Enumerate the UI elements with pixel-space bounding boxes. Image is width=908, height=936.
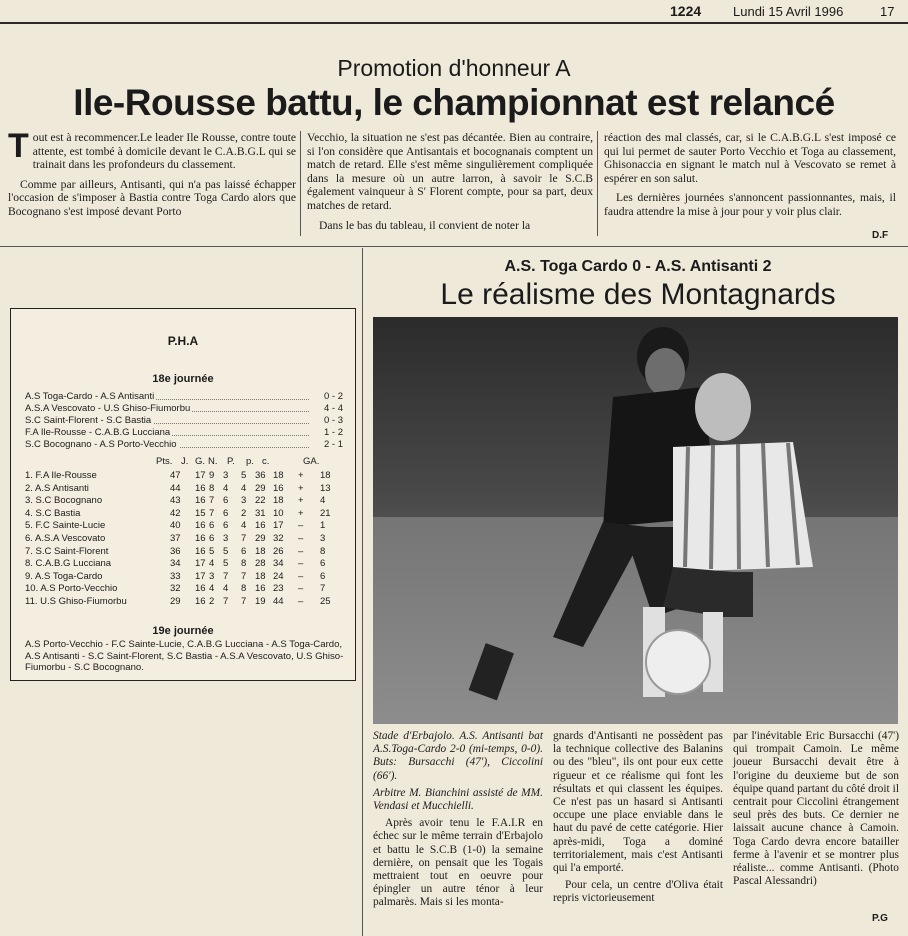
played: 16 — [195, 596, 206, 607]
match-article-col1 — [373, 730, 543, 914]
drawn: 6 — [223, 507, 229, 519]
goals-for: 29 — [255, 482, 266, 494]
goals-against: 34 — [273, 558, 284, 570]
lost: 7 — [241, 596, 247, 607]
goals-against: 16 — [273, 482, 284, 494]
lost: 4 — [241, 520, 247, 532]
goal-average-sign: – — [298, 558, 304, 570]
goals-against: 26 — [273, 545, 284, 557]
table-row — [25, 470, 343, 481]
result-match: A.S.A Vescovato - U.S Ghiso-Fiumorbu — [25, 403, 191, 414]
paragraph: gnards d'Antisanti ne possèdent pas la technique collective des Balanins ou des "bleu", ils ont pour eux cette rigueur et ce réalisme qui font les résultats et qui classent les équipes. Ce n'est pas un hasard si Antisanti occupe une place enviable dans le haut du pavé de cette catégorie. Hier après-midi, Toga a dominé territorialement, mais c'est Antisanti qui l'a emporté. — [553, 730, 723, 875]
result-score: 1 - 2 — [323, 427, 343, 438]
played: 16 — [195, 495, 206, 507]
col-header: GA. — [303, 456, 320, 467]
team-name: 7. S.C Saint-Florent — [25, 545, 109, 557]
paragraph: Pour cela, un centre d'Oliva était repris victorieusement — [553, 879, 723, 905]
football-players-photo — [373, 317, 898, 724]
table-row — [25, 495, 343, 506]
result-score: 2 - 1 — [323, 439, 343, 450]
drawn: 6 — [223, 495, 229, 507]
points: 34 — [170, 558, 181, 570]
paragraph: Vecchio, la situation ne s'est pas décantée. Bien au contraire, si l'on considère que Antisantais et bocognanais comptent un match de retard. Elle s'est même singulièrement compliquée dans la mesure où un autre larron, à savoir le S.C.B également vainqueur à S' Florent compte, pour sa part, deux matches de retard. — [307, 131, 593, 212]
match-article-col2 — [553, 730, 723, 910]
goals-against: 44 — [273, 596, 284, 607]
col-header: J. — [181, 456, 189, 467]
table-row — [25, 583, 343, 594]
lost: 2 — [241, 507, 247, 519]
top-article-col3 — [604, 131, 896, 225]
played: 16 — [195, 533, 206, 544]
drawn: 4 — [223, 482, 229, 494]
points: 40 — [170, 520, 181, 532]
points: 36 — [170, 545, 181, 557]
paragraph: Comme par ailleurs, Antisanti, qui n'a pas laissé échapper l'occasion de s'imposer à Bastia contre Toga Cardo alors que Bocognano s'est imposé devant Porto — [8, 177, 296, 218]
goal-average: 1 — [320, 520, 326, 532]
col-header: G. — [195, 456, 206, 467]
col-header: Pts. — [156, 456, 173, 467]
drawn: 3 — [223, 533, 229, 544]
played: 16 — [195, 482, 206, 494]
table-row — [25, 596, 343, 607]
goals-against: 18 — [273, 470, 284, 481]
round19-fixtures: A.S Porto-Vecchio - F.C Sainte-Lucie, C.A.B.G Lucciana - A.S Toga-Cardo, A.S Antisanti - S.C Saint-Florent, S.C Bastia - A.S.A Vescovato, U.S Ghiso-Fiumorbu - S.C Bocognano. — [25, 639, 344, 673]
table-row — [25, 546, 343, 557]
played: 17 — [195, 558, 206, 570]
result-match: S.C Saint-Florent - S.C Bastia — [25, 415, 152, 426]
col-header: c. — [262, 456, 270, 467]
result-row — [25, 415, 343, 426]
lost: 4 — [241, 482, 247, 494]
table-row — [25, 571, 343, 582]
paragraph: out est à recommencer.Le leader Ile Rousse, contre toute attente, est tombé à domicile devant le C.A.B.G.L qui se trainait dans les profondeurs du classement. — [32, 131, 296, 172]
won: 8 — [209, 482, 215, 494]
won: 6 — [209, 533, 215, 544]
won: 4 — [209, 558, 215, 570]
goal-average: 18 — [320, 470, 331, 481]
goal-average-sign: + — [298, 507, 304, 519]
points: 37 — [170, 533, 181, 544]
goals-for: 29 — [255, 533, 266, 544]
played: 16 — [195, 545, 206, 557]
lost: 6 — [241, 545, 247, 557]
column-divider — [597, 131, 598, 236]
pha-table — [10, 308, 356, 681]
goals-against: 10 — [273, 507, 284, 519]
paragraph: réaction des mal classés, car, si le C.A.B.G.L s'est imposé ce qui lui permet de sauter Porto Vecchio et Toga au classement, Ghisonaccia en signant le match nul à Vescovato se remet à espérer en son salut. — [604, 131, 896, 185]
page-number: 17 — [880, 4, 895, 19]
goal-average-sign: + — [298, 495, 304, 507]
drawn: 5 — [223, 545, 229, 557]
team-name: 2. A.S Antisanti — [25, 482, 89, 494]
column-divider — [300, 131, 301, 236]
goal-average-sign: – — [298, 545, 304, 557]
goals-for: 31 — [255, 507, 266, 519]
standings-header — [11, 456, 355, 468]
won: 3 — [209, 570, 215, 582]
goal-average: 6 — [320, 558, 326, 570]
drawn: 6 — [223, 520, 229, 532]
points: 42 — [170, 507, 181, 519]
goal-average: 6 — [320, 570, 326, 582]
won: 5 — [209, 545, 215, 557]
match-headline: Le réalisme des Montagnards — [440, 278, 836, 311]
goal-average-sign: – — [298, 533, 304, 544]
goal-average: 8 — [320, 545, 326, 557]
match-article-col3 — [733, 730, 899, 892]
points: 44 — [170, 482, 181, 494]
goals-for: 36 — [255, 470, 266, 481]
result-score: 0 - 3 — [323, 415, 343, 426]
team-name: 10. A.S Porto-Vecchio — [25, 583, 118, 595]
goal-average-sign: – — [298, 583, 304, 595]
won: 9 — [209, 470, 215, 481]
goals-against: 32 — [273, 533, 284, 544]
round19-title: 19e journée — [152, 625, 214, 637]
result-row — [25, 391, 343, 402]
team-name: 5. F.C Sainte-Lucie — [25, 520, 106, 532]
table-row — [25, 533, 343, 544]
played: 16 — [195, 520, 206, 532]
goals-for: 22 — [255, 495, 266, 507]
result-score: 0 - 2 — [323, 391, 343, 402]
top-article-col1 — [8, 127, 296, 225]
goals-for: 18 — [255, 570, 266, 582]
top-article-col2 — [307, 131, 593, 238]
drawn: 3 — [223, 470, 229, 481]
col-header: N. — [208, 456, 218, 467]
goals-against: 17 — [273, 520, 284, 532]
paragraph: par l'inévitable Eric Bursacchi (47') qui trompait Camoin. Le même joueur Bursacchi devait être à l'origine du deuxieme but de son équipe quand partant du côté droit il centrait pour Ciccolini étrangement seul près des buts. Ce dernier ne laissait aucune chance à Camoin. Toga Cardo devra encore batailler ferme à l'avenir et se montrer plus réaliste... comme Antisanti. (Photo Pascal Alessandri) — [733, 730, 899, 888]
top-kicker: Promotion d'honneur A — [337, 55, 571, 81]
drawn: 7 — [223, 570, 229, 582]
won: 7 — [209, 507, 215, 519]
section-rule — [0, 246, 908, 247]
paragraph: Stade d'Erbajolo. A.S. Antisanti bat A.S.Toga-Cardo 2-0 (mi-temps, 0-0). Buts: Bursacchi (47'), Ciccolini (66'). — [373, 730, 543, 782]
paragraph: Les dernières journées s'annoncent passionnantes, mais, il faudra attendre la mise à jour pour y voir plus clair. — [604, 191, 896, 218]
paragraph: Après avoir tenu le F.A.I.R en échec sur le même terrain d'Erbajolo et battu le S.C.B (1-0) la semaine dernière, on pensait que les Togais mettraient tout en oeuvre pour épingler un autre ténor à leur palmarès. Mais si les monta- — [373, 817, 543, 909]
header-rule — [0, 22, 908, 24]
drawn: 7 — [223, 596, 229, 607]
points: 43 — [170, 495, 181, 507]
result-row — [25, 439, 343, 450]
paragraph: Dans le bas du tableau, il convient de noter la — [319, 218, 531, 232]
won: 4 — [209, 583, 215, 595]
drawn: 4 — [223, 583, 229, 595]
goals-for: 16 — [255, 520, 266, 532]
lost: 8 — [241, 583, 247, 595]
lost: 7 — [241, 533, 247, 544]
drawn: 5 — [223, 558, 229, 570]
issue-number: 1224 — [670, 3, 702, 19]
won: 6 — [209, 520, 215, 532]
round18-title: 18e journée — [152, 373, 214, 385]
paragraph: Arbitre M. Bianchini assisté de MM. Vendasi et Mucchielli. — [373, 786, 543, 813]
goal-average: 7 — [320, 583, 326, 595]
table-title: P.H.A — [167, 334, 199, 348]
result-row — [25, 427, 343, 438]
lost: 5 — [241, 470, 247, 481]
won: 7 — [209, 495, 215, 507]
result-score: 4 - 4 — [323, 403, 343, 414]
goal-average-sign: + — [298, 482, 304, 494]
team-name: 11. U.S Ghiso-Fiumorbu — [25, 596, 127, 607]
goal-average: 13 — [320, 482, 331, 494]
table-row — [25, 508, 343, 519]
col-header: P. — [227, 456, 235, 467]
goal-average-sign: + — [298, 470, 304, 481]
result-match: A.S Toga-Cardo - A.S Antisanti — [25, 391, 155, 402]
match-kicker: A.S. Toga Cardo 0 - A.S. Antisanti 2 — [504, 258, 772, 275]
played: 17 — [195, 570, 206, 582]
goals-for: 16 — [255, 583, 266, 595]
lost: 3 — [241, 495, 247, 507]
goals-against: 24 — [273, 570, 284, 582]
goals-for: 18 — [255, 545, 266, 557]
page-header — [0, 3, 908, 21]
top-signature: D.F — [872, 230, 889, 241]
section-divider — [362, 248, 363, 936]
goals-against: 23 — [273, 583, 284, 595]
table-row — [25, 558, 343, 569]
table-row — [25, 483, 343, 494]
points: 33 — [170, 570, 181, 582]
lost: 8 — [241, 558, 247, 570]
match-photo — [373, 317, 898, 724]
won: 2 — [209, 596, 215, 607]
dropcap: T — [8, 127, 29, 165]
team-name: 8. C.A.B.G Lucciana — [25, 558, 112, 570]
goal-average-sign: – — [298, 520, 304, 532]
issue-date: Lundi 15 Avril 1996 — [733, 4, 844, 19]
points: 29 — [170, 596, 181, 607]
goal-average: 21 — [320, 507, 331, 519]
played: 17 — [195, 470, 206, 481]
team-name: 1. F.A Ile-Rousse — [25, 470, 97, 481]
team-name: 3. S.C Bocognano — [25, 495, 103, 507]
goal-average-sign: – — [298, 570, 304, 582]
result-row — [25, 403, 343, 414]
team-name: 4. S.C Bastia — [25, 507, 81, 519]
points: 47 — [170, 470, 181, 481]
result-match: F.A Ile-Rousse - C.A.B.G Lucciana — [25, 427, 171, 438]
team-name: 9. A.S Toga-Cardo — [25, 570, 103, 582]
col-header: p. — [246, 456, 254, 467]
goal-average: 4 — [320, 495, 326, 507]
result-match: S.C Bocognano - A.S Porto-Vecchio — [25, 439, 177, 450]
match-signature: P.G — [872, 913, 888, 924]
goals-for: 28 — [255, 558, 266, 570]
played: 16 — [195, 583, 206, 595]
lost: 7 — [241, 570, 247, 582]
goal-average-sign: – — [298, 596, 304, 607]
top-headline: Ile-Rousse battu, le championnat est relancé — [73, 82, 835, 123]
goal-average: 25 — [320, 596, 331, 607]
table-row — [25, 520, 343, 531]
goals-against: 18 — [273, 495, 284, 507]
points: 32 — [170, 583, 181, 595]
team-name: 6. A.S.A Vescovato — [25, 533, 106, 544]
played: 15 — [195, 507, 206, 519]
goals-for: 19 — [255, 596, 266, 607]
goal-average: 3 — [320, 533, 326, 544]
